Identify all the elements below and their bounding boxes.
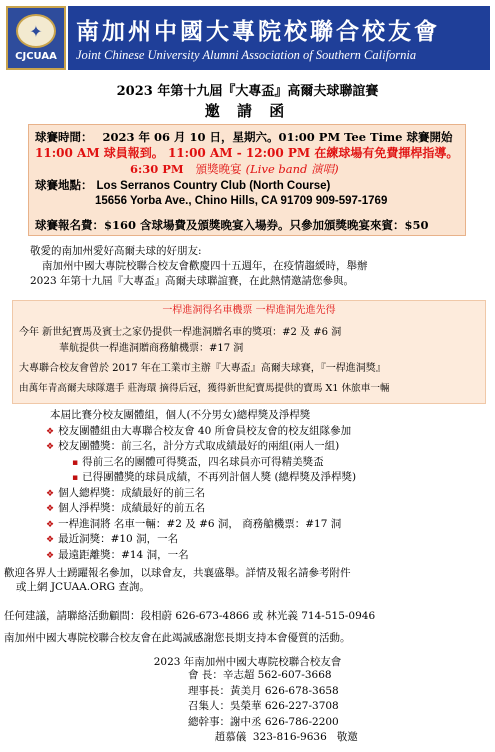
award-item: ❖ 校友團體獎：前三名，計分方式取成績最好的兩組(兩人一組) — [46, 440, 340, 452]
association-name-cn: 南加州中國大專院校聯合校友會 — [76, 18, 440, 45]
award-sub-item: ▪ 得前三名的團體可得獎盃，四名球員亦可得精美獎盃 — [72, 455, 324, 468]
dinner-band: (Live band 演唱) — [245, 162, 339, 176]
header-banner — [68, 6, 490, 70]
award-item: ❖ 一桿進洞將 名車一輛：#2 及 #6 洞， 商務艙機票：#17 洞 — [46, 517, 342, 530]
awards-intro: 本屆比賽分校友團體組，個人(不分男女)總桿獎及淨桿獎 — [50, 409, 311, 421]
venue-address: 15656 Yorba Ave., Chino Hills, CA 91709 909-597-1769 — [95, 195, 388, 207]
event-title: 2023 年第十九屆『大專盃』高爾夫球聯誼賽 — [116, 84, 379, 99]
signature-org: 2023 年南加州中國大專院校聯合校友會 — [153, 656, 342, 668]
award-item: ❖ 最遠距離獎：#14 洞，一名 — [46, 548, 189, 561]
venue-label: 球賽地點： — [35, 178, 93, 192]
officer-line: 召集人：吳榮華 626-227-3708 — [188, 700, 339, 712]
awards-section — [28, 408, 488, 563]
hole-in-one-promo — [12, 300, 486, 404]
header — [6, 6, 490, 70]
thanks-line: 南加州中國大專院校聯合校友會在此竭誠感謝您長期支持本會優質的活動。 — [4, 632, 351, 644]
venue-name: Los Serranos Country Club (North Course) — [96, 180, 331, 192]
closing-line-2: 或上網 JCUAA.ORG 查詢。 — [16, 581, 150, 593]
promo-line-4: 由萬年青高爾夫球隊選手 莊海環 摘得后冠，獲得新世紀寶馬提供的寶馬 X1 休旅車一輛 — [19, 383, 390, 394]
event-info-box — [28, 124, 466, 236]
diamond-bullet-icon: ❖ — [46, 535, 55, 545]
diamond-bullet-icon: ❖ — [46, 550, 55, 561]
promo-line-2: 華航提供一桿進洞贈商務艙機票：#17 洞 — [59, 343, 244, 354]
closing-section — [4, 566, 484, 594]
invitation-title: 邀 請 函 — [204, 102, 291, 120]
diamond-bullet-icon: ❖ — [46, 488, 55, 499]
diamond-bullet-icon: ❖ — [46, 504, 55, 514]
intro-line-2: 2023 年第十九屆『大專盃』高爾夫球聯誼賽，在此熱情邀請您參與。 — [30, 275, 355, 287]
closing-line-1: 歡迎各界人士踴躍報名參加，以球會友，共襄盛舉。詳情及報名請參考附件 — [4, 567, 351, 579]
greeting: 敬愛的南加州愛好高爾夫球的好朋友: — [30, 245, 202, 257]
venue-row — [35, 177, 459, 193]
award-item: ❖ 個人淨桿獎：成績最好的前五名 — [46, 502, 206, 514]
time-label: 球賽時間： — [35, 130, 93, 144]
promo-line-1: 今年 新世紀寶馬及賓士之家仍提供一桿進洞贈名車的獎項：#2 及 #6 洞 — [19, 327, 342, 338]
time-row — [35, 129, 459, 145]
intro-section — [30, 244, 480, 289]
diamond-bullet-icon: ❖ — [46, 519, 55, 530]
intro-line-1: 南加州中國大專院校聯合校友會歡慶四十五週年，在疫情趨緩時，舉辦 — [42, 260, 368, 272]
award-item: ❖ 個人總桿獎：成績最好的前三名 — [46, 486, 206, 499]
award-item: ❖ 最近洞獎：#10 洞，一名 — [46, 533, 179, 545]
dinner-row — [35, 161, 459, 177]
diamond-bullet-icon: ❖ — [46, 442, 55, 452]
officer-line: 理事長：黃美月 626-678-3658 — [188, 684, 339, 697]
square-bullet-icon: ▪ — [72, 473, 79, 483]
association-logo — [6, 6, 66, 70]
officer-line: 會 長：辛志超 562-607-3668 — [188, 669, 332, 681]
logo-text: CJCUAA — [15, 51, 57, 62]
officer-line: 趙慕儀 323-816-9636 敬邀 — [188, 731, 358, 743]
handshake-icon: ✦ — [16, 14, 56, 48]
dinner-time: 6:30 PM — [130, 162, 184, 176]
officer-list — [188, 668, 488, 746]
diamond-bullet-icon: ❖ — [46, 426, 55, 437]
officer-line: 總幹事：謝中丞 626-786-2200 — [188, 715, 339, 728]
checkin-row: 11:00 AM 球員報到。 11:00 AM - 12:00 PM 在練球場有免費揮桿指導。 — [35, 146, 459, 160]
association-name-en: Joint Chinese University Alumni Association of Southern California — [76, 48, 417, 62]
contact-line: 任何建議，請聯絡活動顧問：段相蔚 626-673-4866 或 林光義 714-515-0946 — [4, 610, 376, 622]
promo-line-3: 大專聯合校友會曾於 2017 年在工業市主辦『大專盃』高爾夫球賽，『一桿進洞獎』 — [19, 363, 386, 374]
dinner-text: 頒獎晚宴 — [195, 162, 242, 176]
award-item: ❖ 校友團體組由大專聯合校友會 40 所會員校友會的校友組隊參加 — [46, 424, 352, 437]
promo-heading: 一桿進洞得名車機票 一桿進洞先進先得 — [162, 305, 336, 316]
fee-row: 球賽報名費：$160 含球場費及頒獎晚宴入場券。只參加頒獎晚宴來賓：$50 — [35, 218, 429, 232]
time-value: 2023 年 06 月 10 日，星期六。01:00 PM Tee Time 球賽開始 — [102, 130, 453, 144]
square-bullet-icon: ▪ — [72, 457, 79, 468]
award-sub-item: ▪ 已得團體獎的球員成績，不再列計個人獎 (總桿獎及淨桿獎) — [72, 471, 357, 483]
